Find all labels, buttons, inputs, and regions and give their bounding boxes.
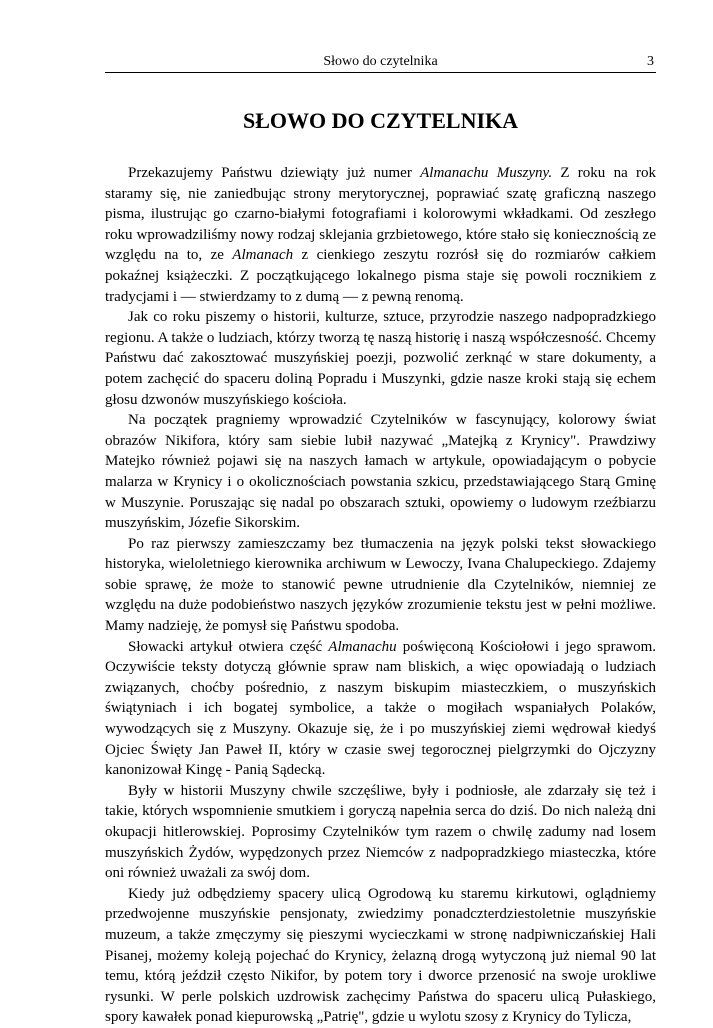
paragraph: Na początek pragniemy wprowadzić Czytelników w fascynujący, kolorowy świat obrazów Nikifora, który sam siebie lubił nazywać „Matejką z Krynicy". Prawdziwy Matejko również pojawi się na naszych łamach w artykule, opowiadającym o pobycie malarza w Krynicy i o okolicznościach powstania szkicu, przedstawiającego Starą Gminę w Muszynie. Poruszając się nadal po obszarach sztuki, opowiemy o ludowym rzeźbiarzu muszyńskim, Józefie Sikorskim. (105, 412, 656, 532)
text-run: Słowacki artykuł otwiera część (128, 638, 329, 655)
text-run: Przekazujemy Państwu dziewiąty już numer (128, 165, 421, 181)
text-run: Z roku na rok staramy się, nie zaniedbując strony merytorycznej, poprawiać szatę graficzną naszego pisma, ilustrując go czarno-białymi fotografiami i kolorowymi wkładkami. Od zeszłego roku wprowadziliśmy nowy rodzaj sklejania grzbietowego, które stało się koniecznością ze względu na to, ze (105, 165, 656, 264)
paragraph: Po raz pierwszy zamieszczamy bez tłumaczenia na język polski tekst słowackiego historyka, wieloletniego kierownika archiwum w Lewoczy, Ivana Chalupeckiego. Zdajemy sobie sprawę, że może to stanowić pewne utrudnienie dla Czytelników, niemniej ze względu na duże podobieństwo naszych języków zrozumienie tekstu jest w pełni możliwe. Mamy nadzieję, że pomysł się Państwu spodoba. (105, 535, 656, 635)
running-header (105, 52, 656, 73)
text-run: z cienkiego zeszytu rozrósł się do rozmiarów całkiem pokaźnej książeczki. Z początkującego lokalnego pisma staje się powoli rocznikiem z tradycjami i — stwierdzamy to z dumą — z pewną renomą. (105, 247, 656, 305)
italic-title: Almanachu Muszyny. (420, 165, 553, 181)
italic-title: Almanachu (328, 638, 397, 655)
italic-title: Almanach (232, 247, 294, 264)
paragraph: Kiedy już odbędziemy spacery ulicą Ogrodową ku staremu kirkutowi, oglądniemy przedwojenne muszyńskie pensjonaty, zwiedzimy ponadczterdziestoletnie muszyńskie muzeum, a także zmęczymy się pieszymi wycieczkami w stronę nadpiwniczańskiej Hali Pisanej, możemy koleją pojechać do Krynicy, żelazną drogą wytyczoną już niemal 90 lat temu, którą jeździł często Nikifor, by potem tory i dworce przenosić na swoje urokliwe rysunki. W perle polskich uzdrowisk zachęcimy Państwa do spaceru ulicą Pułaskiego, spory kawałek ponad kiepurowską „Patrię", gdzie u wylotu szosy z Krynicy do Tylicza, (105, 885, 656, 1026)
page-number: 3 (647, 54, 654, 69)
paragraph (105, 637, 656, 781)
running-title: Słowo do czytelnika (323, 54, 438, 69)
text-run: poświęconą Kościołowi i jego sprawom. Oczywiście teksty dotyczą głównie spraw nam bliskich, a więc opowiadają o ludziach związanych, choćby pośrednio, z naszym biskupim miasteczkiem, o muszyńskich świątyniach i ich bogatej symbolice, a także o mogiłach wspaniałych Polaków, wywodzących się z Muszyny. Okazuje się, że i po muszyńskiej ziemi wędrował kiedyś Ojciec Święty Jan Paweł II, który w czasie swej tegorocznej pielgrzymki do Ojczyzny kanonizował Kingę - Panią Sądecką. (105, 638, 656, 779)
body-text (105, 163, 656, 1028)
paragraph (105, 163, 656, 307)
paragraph: Jak co roku piszemy o historii, kulturze, sztuce, przyrodzie naszego nadpopradzkiego regionu. A także o ludziach, którzy tworzą tę naszą historię i naszą współczesność. Chcemy Państwu dać zakosztować muszyńskiej poezji, pozwolić zerknąć w stare dokumenty, a potem zachęcić do spaceru doliną Popradu i Muszynki, gdzie nasze kroki stają się echem głosu dzwonów muszyńskiego kościoła. (105, 309, 656, 408)
paragraph: Były w historii Muszyny chwile szczęśliwe, były i podniosłe, ale zdarzały się też i takie, których wspomnienie smutkiem i goryczą napełnia serca do dziś. Do nich należą dni okupacji hitlerowskiej. Poprosimy Czytelników tym razem o chwilę zadumy nad losem muszyńskich Żydów, wypędzonych przez Niemców z nadpopradzkiego miasteczka, które oni również uważali za swój dom. (105, 782, 656, 882)
page-title: SŁOWO DO CZYTELNIKA (242, 108, 519, 133)
